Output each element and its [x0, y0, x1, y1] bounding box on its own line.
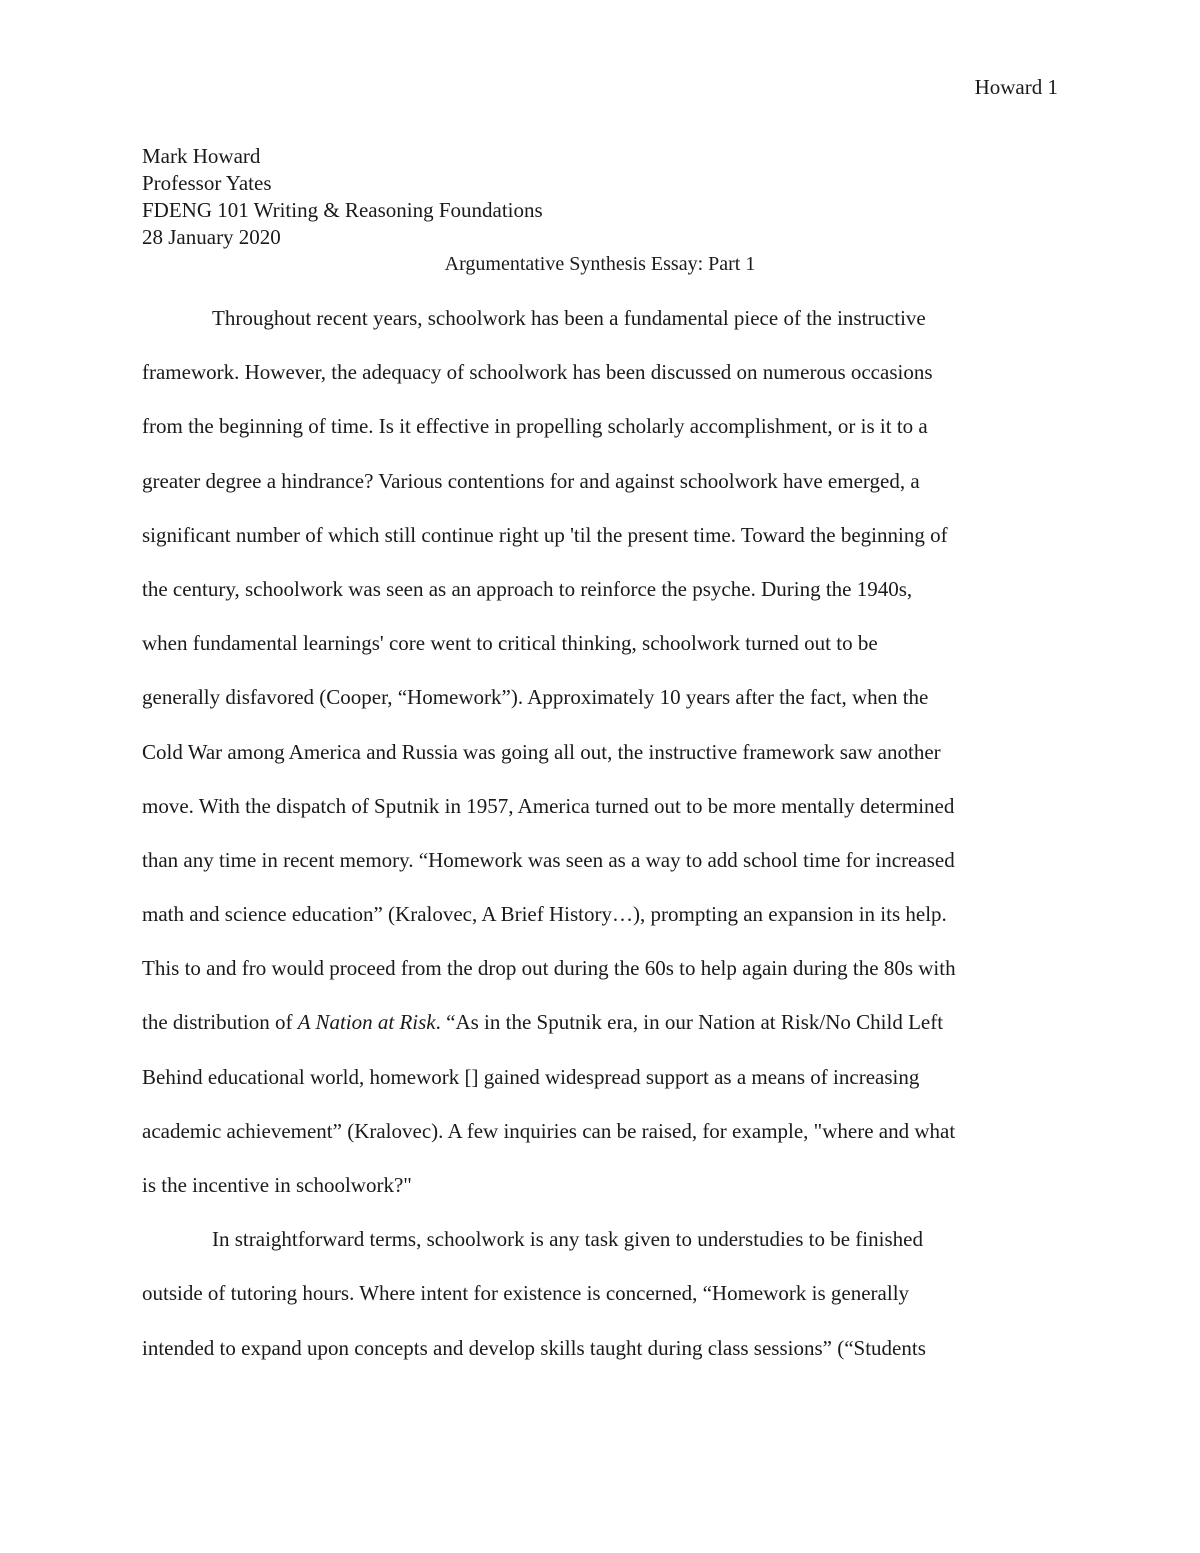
body-line: In straightforward terms, schoolwork is any task given to understudies to be finished	[212, 1227, 923, 1252]
course-name: FDENG 101 Writing & Reasoning Foundations	[142, 198, 543, 222]
running-head: Howard 1	[974, 75, 1058, 99]
body-line: math and science education” (Kralovec, A Brief History…), prompting an expansion in its help.	[142, 902, 947, 927]
author-name: Mark Howard	[142, 144, 261, 168]
body-line: This to and fro would proceed from the drop out during the 60s to help again during the 80s with	[142, 956, 956, 981]
line-text-before: the distribution of	[142, 1010, 298, 1035]
body-line: than any time in recent memory. “Homework was seen as a way to add school time for increased	[142, 847, 955, 872]
essay-body	[142, 291, 1058, 1375]
body-line: academic achievement” (Kralovec). A few inquiries can be raised, for example, "where and what	[142, 1118, 956, 1143]
instructor-name: Professor Yates	[142, 171, 272, 195]
body-line: Behind educational world, homework [] gained widespread support as a means of increasing	[142, 1064, 920, 1089]
mla-heading	[142, 143, 543, 251]
body-line: is the incentive in schoolwork?"	[142, 1173, 412, 1197]
essay-date: 28 January 2020	[142, 225, 281, 249]
body-line: the century, schoolwork was seen as an approach to reinforce the psyche. During the 1940s,	[142, 576, 913, 601]
line-text-after: . “As in the Sputnik era, in our Nation at Risk/No Child Left	[435, 1010, 944, 1035]
body-line: when fundamental learnings' core went to critical thinking, schoolwork turned out to be	[142, 631, 878, 656]
body-line: outside of tutoring hours. Where intent for existence is concerned, “Homework is generally	[142, 1281, 910, 1306]
body-line: move. With the dispatch of Sputnik in 1957, America turned out to be more mentally determined	[142, 793, 955, 818]
italic-report-title: A Nation at Risk	[297, 1010, 436, 1035]
body-line: Throughout recent years, schoolwork has been a fundamental piece of the instructive	[212, 306, 926, 330]
body-line: framework. However, the adequacy of schoolwork has been discussed on numerous occasions	[142, 360, 933, 385]
body-line: significant number of which still continue right up 'til the present time. Toward the beginning of	[142, 522, 948, 547]
body-line: intended to expand upon concepts and develop skills taught during class sessions” (“Students	[142, 1335, 926, 1360]
body-line: greater degree a hindrance? Various contentions for and against schoolwork have emerged, a	[142, 468, 920, 493]
body-line: generally disfavored (Cooper, “Homework”). Approximately 10 years after the fact, when the	[142, 685, 929, 710]
body-line: Cold War among America and Russia was going all out, the instructive framework saw another	[142, 739, 941, 764]
essay-title: Argumentative Synthesis Essay: Part 1	[444, 253, 756, 275]
body-line-with-italic-title	[142, 995, 1058, 1049]
body-line: from the beginning of time. Is it effective in propelling scholarly accomplishment, or is it to a	[142, 414, 928, 439]
